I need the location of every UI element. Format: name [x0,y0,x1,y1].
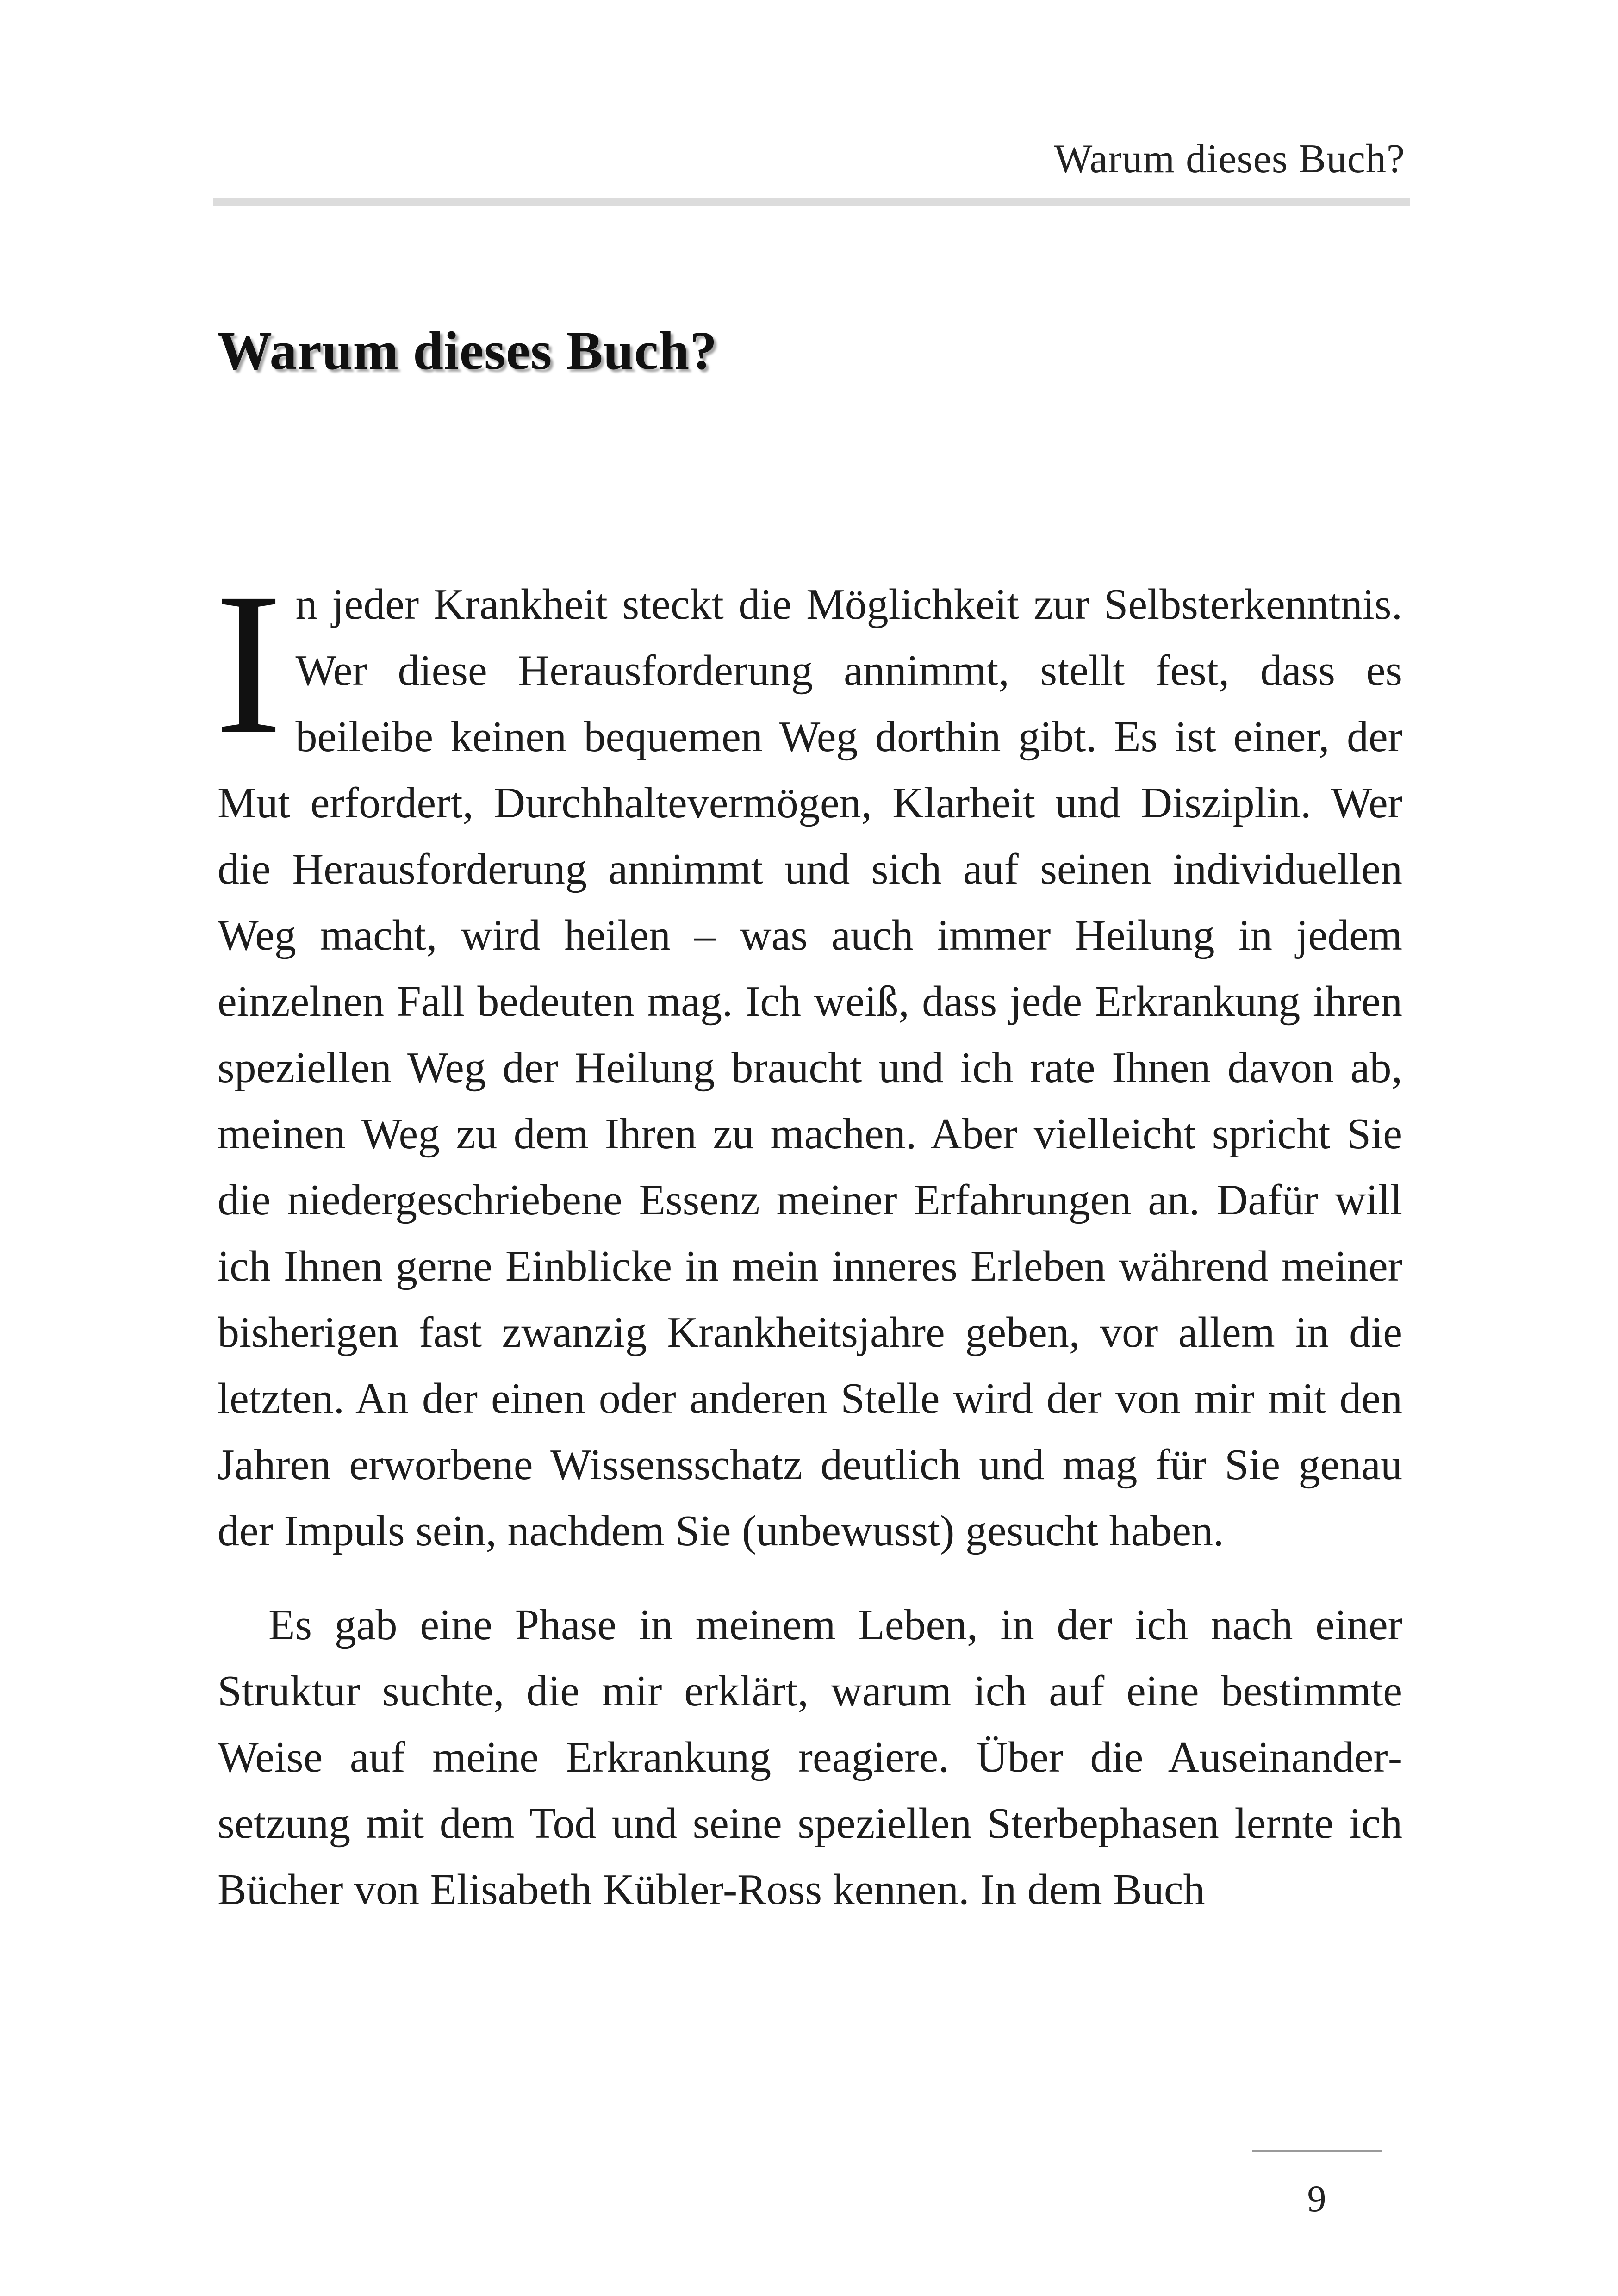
paragraph-2: Es gab eine Phase in meinem Leben, in der ich nach einer Struktur suchte, die mir erklärt, warum ich auf eine bestimmte Weise auf meine Erkrankung reagiere. Über die Auseinandersetzung mit dem Tod und seine speziellen Sterbephasen lernte ich Bücher von Elisabeth Kübler-Ross kennen. In dem Buch [218,1601,1402,1914]
paragraph-1 [215,551,1402,1564]
page-number-rule [1252,2150,1382,2152]
drop-cap: I [215,551,283,777]
page-number: 9 [1307,2178,1326,2220]
running-header: Warum dieses Buch? [1054,137,1405,181]
header-rule [213,198,1410,206]
paragraph-1-text: n jeder Krankheit steckt die Möglichkeit zur Selbsterkenntnis. Wer diese Herausforderung annimmt, stellt fest, dass es beileibe keinen bequemen Weg dorthin gibt. Es ist einer, der Mut erfordert, Durchhaltevermögen, Klarheit und Disziplin. Wer die Herausforderung annimmt und sich auf seinen individuellen Weg macht, wird heilen – was auch immer Heilung in jedem einzelnen Fall bedeuten mag. Ich weiß, dass jede Erkrankung ihren speziellen Weg der Heilung braucht und ich rate Ihnen davon ab, meinen Weg zu dem Ihren zu machen. Aber vielleicht spricht Sie die niedergeschriebene Essenz meiner Erfahrungen an. Dafür will ich Ihnen gerne Einblicke in mein inneres Erleben während meiner bisherigen fast zwanzig Krankheitsjahre geben, vor allem in die letzten. An der einen oder anderen Stelle wird der von mir mit den Jahren erworbene Wissensschatz deutlich und mag für Sie genau der Impuls sein, nachdem Sie (unbewusst) gesucht haben. [218,580,1402,1555]
body-text [215,551,1402,1923]
chapter-title: Warum dieses Buch? [218,320,718,381]
